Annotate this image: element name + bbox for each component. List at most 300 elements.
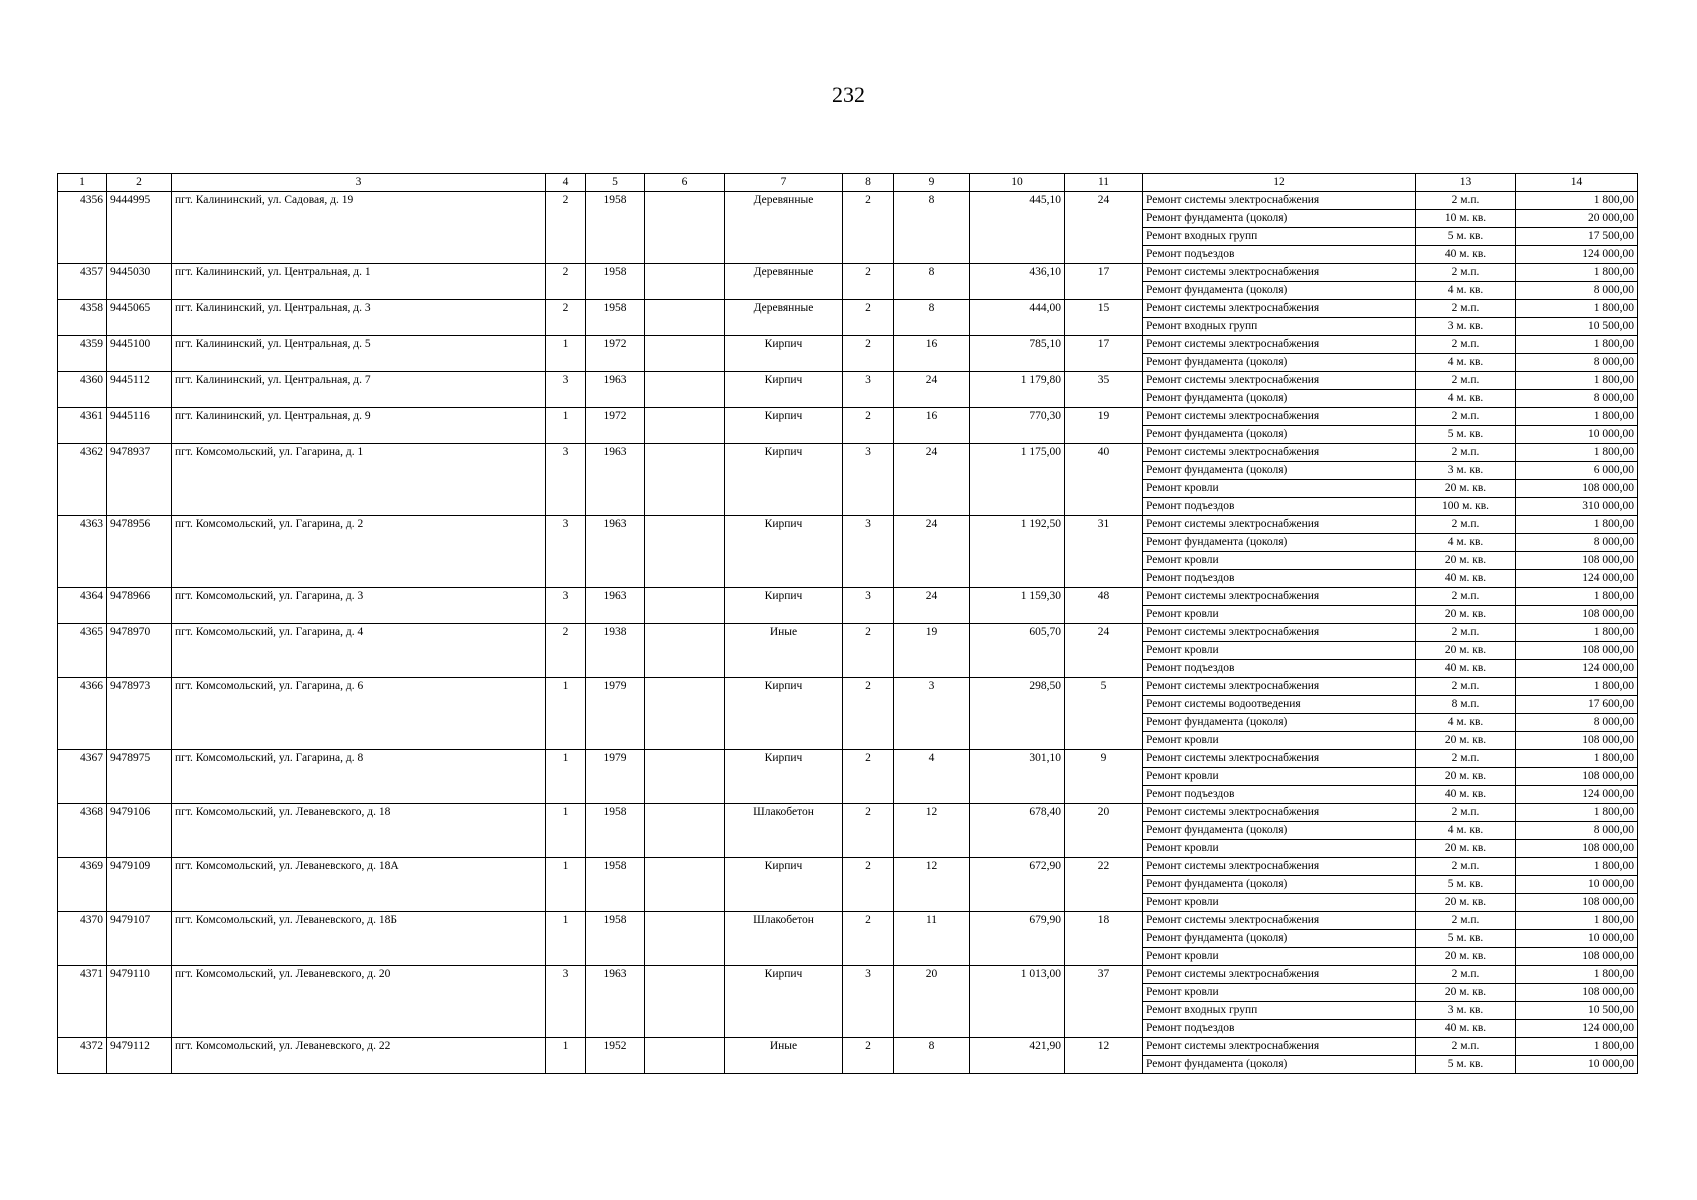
col-9-value: 19 xyxy=(894,624,970,678)
col-8-value: 3 xyxy=(843,588,894,624)
work-volume: 2 м.п. xyxy=(1416,858,1516,876)
work-type: Ремонт фундамента (цоколя) xyxy=(1143,1056,1416,1074)
work-type: Ремонт системы электроснабжения xyxy=(1143,678,1416,696)
record-number: 4364 xyxy=(58,588,107,624)
col-4-value: 2 xyxy=(546,264,586,300)
work-volume: 2 м.п. xyxy=(1416,408,1516,426)
work-cost: 1 800,00 xyxy=(1516,444,1638,462)
work-type: Ремонт подъездов xyxy=(1143,498,1416,516)
build-year: 1963 xyxy=(586,444,645,516)
table-row xyxy=(58,516,1638,534)
house-address: пгт. Калининский, ул. Центральная, д. 9 xyxy=(172,408,546,444)
column-header-8: 8 xyxy=(843,174,894,192)
work-volume: 2 м.п. xyxy=(1416,264,1516,282)
work-volume: 2 м.п. xyxy=(1416,966,1516,984)
work-type: Ремонт кровли xyxy=(1143,480,1416,498)
work-type: Ремонт кровли xyxy=(1143,732,1416,750)
work-volume: 2 м.п. xyxy=(1416,678,1516,696)
work-volume: 3 м. кв. xyxy=(1416,462,1516,480)
work-cost: 10 500,00 xyxy=(1516,1002,1638,1020)
house-code: 9445065 xyxy=(107,300,172,336)
record-number: 4360 xyxy=(58,372,107,408)
work-type: Ремонт фундамента (цоколя) xyxy=(1143,390,1416,408)
work-type: Ремонт системы электроснабжения xyxy=(1143,912,1416,930)
wall-material: Иные xyxy=(725,624,843,678)
table-body xyxy=(58,192,1638,1074)
col-4-value: 1 xyxy=(546,912,586,966)
work-cost: 108 000,00 xyxy=(1516,480,1638,498)
work-volume: 4 м. кв. xyxy=(1416,282,1516,300)
house-address: пгт. Комсомольский, ул. Леваневского, д. 18А xyxy=(172,858,546,912)
col-11-value: 17 xyxy=(1065,336,1143,372)
col-6-value xyxy=(645,336,725,372)
table-row xyxy=(58,372,1638,390)
work-cost: 8 000,00 xyxy=(1516,714,1638,732)
work-volume: 2 м.п. xyxy=(1416,444,1516,462)
column-header-13: 13 xyxy=(1416,174,1516,192)
work-volume: 40 м. кв. xyxy=(1416,1020,1516,1038)
house-code: 9479107 xyxy=(107,912,172,966)
table-row xyxy=(58,678,1638,696)
col-4-value: 3 xyxy=(546,372,586,408)
col-4-value: 2 xyxy=(546,192,586,264)
table-header xyxy=(58,174,1638,192)
record-number: 4362 xyxy=(58,444,107,516)
work-cost: 6 000,00 xyxy=(1516,462,1638,480)
column-header-2: 2 xyxy=(107,174,172,192)
col-4-value: 1 xyxy=(546,1038,586,1074)
wall-material: Деревянные xyxy=(725,264,843,300)
work-volume: 5 м. кв. xyxy=(1416,228,1516,246)
column-number-row xyxy=(58,174,1638,192)
house-address: пгт. Комсомольский, ул. Гагарина, д. 4 xyxy=(172,624,546,678)
work-cost: 17 500,00 xyxy=(1516,228,1638,246)
work-cost: 1 800,00 xyxy=(1516,516,1638,534)
work-cost: 108 000,00 xyxy=(1516,642,1638,660)
work-cost: 108 000,00 xyxy=(1516,984,1638,1002)
house-address: пгт. Калининский, ул. Центральная, д. 3 xyxy=(172,300,546,336)
build-year: 1972 xyxy=(586,408,645,444)
work-cost: 8 000,00 xyxy=(1516,282,1638,300)
col-8-value: 2 xyxy=(843,1038,894,1074)
house-area: 444,00 xyxy=(970,300,1065,336)
work-type: Ремонт системы электроснабжения xyxy=(1143,408,1416,426)
work-volume: 4 м. кв. xyxy=(1416,714,1516,732)
work-type: Ремонт системы электроснабжения xyxy=(1143,336,1416,354)
col-6-value xyxy=(645,1038,725,1074)
work-volume: 20 м. кв. xyxy=(1416,768,1516,786)
house-code: 9479110 xyxy=(107,966,172,1038)
col-6-value xyxy=(645,966,725,1038)
work-cost: 1 800,00 xyxy=(1516,966,1638,984)
work-volume: 20 м. кв. xyxy=(1416,480,1516,498)
col-8-value: 2 xyxy=(843,624,894,678)
column-header-4: 4 xyxy=(546,174,586,192)
work-volume: 20 м. кв. xyxy=(1416,984,1516,1002)
work-cost: 108 000,00 xyxy=(1516,552,1638,570)
col-8-value: 2 xyxy=(843,336,894,372)
work-cost: 108 000,00 xyxy=(1516,768,1638,786)
table-row xyxy=(58,300,1638,318)
col-8-value: 3 xyxy=(843,372,894,408)
work-volume: 10 м. кв. xyxy=(1416,210,1516,228)
col-4-value: 3 xyxy=(546,444,586,516)
table-row xyxy=(58,804,1638,822)
house-code: 9478956 xyxy=(107,516,172,588)
house-address: пгт. Комсомольский, ул. Гагарина, д. 1 xyxy=(172,444,546,516)
col-6-value xyxy=(645,300,725,336)
col-11-value: 17 xyxy=(1065,264,1143,300)
column-header-11: 11 xyxy=(1065,174,1143,192)
column-header-14: 14 xyxy=(1516,174,1638,192)
col-6-value xyxy=(645,516,725,588)
work-cost: 1 800,00 xyxy=(1516,300,1638,318)
table-row xyxy=(58,1038,1638,1056)
col-8-value: 2 xyxy=(843,750,894,804)
house-area: 1 179,80 xyxy=(970,372,1065,408)
house-area: 672,90 xyxy=(970,858,1065,912)
work-type: Ремонт подъездов xyxy=(1143,786,1416,804)
work-type: Ремонт системы электроснабжения xyxy=(1143,858,1416,876)
col-11-value: 35 xyxy=(1065,372,1143,408)
work-type: Ремонт системы электроснабжения xyxy=(1143,300,1416,318)
wall-material: Кирпич xyxy=(725,966,843,1038)
house-area: 301,10 xyxy=(970,750,1065,804)
work-cost: 1 800,00 xyxy=(1516,624,1638,642)
col-11-value: 5 xyxy=(1065,678,1143,750)
col-11-value: 31 xyxy=(1065,516,1143,588)
work-volume: 2 м.п. xyxy=(1416,588,1516,606)
wall-material: Кирпич xyxy=(725,516,843,588)
house-code: 9479106 xyxy=(107,804,172,858)
col-6-value xyxy=(645,804,725,858)
work-type: Ремонт фундамента (цоколя) xyxy=(1143,282,1416,300)
wall-material: Кирпич xyxy=(725,372,843,408)
col-4-value: 1 xyxy=(546,678,586,750)
record-number: 4367 xyxy=(58,750,107,804)
build-year: 1938 xyxy=(586,624,645,678)
work-volume: 40 м. кв. xyxy=(1416,660,1516,678)
work-cost: 1 800,00 xyxy=(1516,588,1638,606)
table-row xyxy=(58,966,1638,984)
work-cost: 124 000,00 xyxy=(1516,786,1638,804)
column-header-10: 10 xyxy=(970,174,1065,192)
house-address: пгт. Комсомольский, ул. Гагарина, д. 8 xyxy=(172,750,546,804)
work-cost: 1 800,00 xyxy=(1516,192,1638,210)
col-9-value: 24 xyxy=(894,372,970,408)
house-area: 436,10 xyxy=(970,264,1065,300)
work-volume: 8 м.п. xyxy=(1416,696,1516,714)
work-volume: 2 м.п. xyxy=(1416,516,1516,534)
col-6-value xyxy=(645,858,725,912)
work-type: Ремонт системы электроснабжения xyxy=(1143,372,1416,390)
wall-material: Деревянные xyxy=(725,300,843,336)
work-type: Ремонт кровли xyxy=(1143,768,1416,786)
work-cost: 1 800,00 xyxy=(1516,678,1638,696)
col-11-value: 22 xyxy=(1065,858,1143,912)
col-6-value xyxy=(645,444,725,516)
work-type: Ремонт фундамента (цоколя) xyxy=(1143,426,1416,444)
col-8-value: 2 xyxy=(843,264,894,300)
work-type: Ремонт кровли xyxy=(1143,894,1416,912)
column-header-5: 5 xyxy=(586,174,645,192)
record-number: 4359 xyxy=(58,336,107,372)
work-cost: 108 000,00 xyxy=(1516,732,1638,750)
work-volume: 4 м. кв. xyxy=(1416,354,1516,372)
work-volume: 40 м. кв. xyxy=(1416,570,1516,588)
col-8-value: 2 xyxy=(843,192,894,264)
house-address: пгт. Комсомольский, ул. Гагарина, д. 3 xyxy=(172,588,546,624)
work-cost: 8 000,00 xyxy=(1516,534,1638,552)
house-area: 679,90 xyxy=(970,912,1065,966)
work-volume: 5 м. кв. xyxy=(1416,876,1516,894)
work-volume: 2 м.п. xyxy=(1416,192,1516,210)
work-volume: 4 м. кв. xyxy=(1416,822,1516,840)
house-area: 421,90 xyxy=(970,1038,1065,1074)
wall-material: Кирпич xyxy=(725,444,843,516)
work-cost: 124 000,00 xyxy=(1516,1020,1638,1038)
col-11-value: 48 xyxy=(1065,588,1143,624)
work-type: Ремонт системы электроснабжения xyxy=(1143,588,1416,606)
work-type: Ремонт системы электроснабжения xyxy=(1143,1038,1416,1056)
work-cost: 124 000,00 xyxy=(1516,660,1638,678)
build-year: 1958 xyxy=(586,912,645,966)
wall-material: Кирпич xyxy=(725,750,843,804)
house-code: 9478975 xyxy=(107,750,172,804)
house-code: 9444995 xyxy=(107,192,172,264)
house-code: 9478966 xyxy=(107,588,172,624)
work-cost: 20 000,00 xyxy=(1516,210,1638,228)
work-cost: 10 000,00 xyxy=(1516,426,1638,444)
work-type: Ремонт подъездов xyxy=(1143,570,1416,588)
col-4-value: 1 xyxy=(546,336,586,372)
house-code: 9479109 xyxy=(107,858,172,912)
col-9-value: 11 xyxy=(894,912,970,966)
work-cost: 108 000,00 xyxy=(1516,840,1638,858)
col-9-value: 8 xyxy=(894,300,970,336)
col-6-value xyxy=(645,912,725,966)
col-9-value: 12 xyxy=(894,804,970,858)
work-type: Ремонт входных групп xyxy=(1143,1002,1416,1020)
house-address: пгт. Калининский, ул. Центральная, д. 5 xyxy=(172,336,546,372)
col-11-value: 12 xyxy=(1065,1038,1143,1074)
col-11-value: 18 xyxy=(1065,912,1143,966)
record-number: 4365 xyxy=(58,624,107,678)
col-9-value: 8 xyxy=(894,264,970,300)
col-6-value xyxy=(645,192,725,264)
wall-material: Кирпич xyxy=(725,588,843,624)
table-row xyxy=(58,264,1638,282)
work-volume: 2 м.п. xyxy=(1416,1038,1516,1056)
work-volume: 20 м. кв. xyxy=(1416,840,1516,858)
house-area: 605,70 xyxy=(970,624,1065,678)
work-type: Ремонт системы электроснабжения xyxy=(1143,444,1416,462)
col-4-value: 1 xyxy=(546,750,586,804)
work-volume: 2 м.п. xyxy=(1416,750,1516,768)
table-row xyxy=(58,624,1638,642)
work-type: Ремонт кровли xyxy=(1143,606,1416,624)
house-area: 1 175,00 xyxy=(970,444,1065,516)
work-cost: 10 000,00 xyxy=(1516,1056,1638,1074)
work-cost: 124 000,00 xyxy=(1516,246,1638,264)
record-number: 4372 xyxy=(58,1038,107,1074)
work-volume: 20 м. кв. xyxy=(1416,606,1516,624)
build-year: 1979 xyxy=(586,678,645,750)
col-9-value: 3 xyxy=(894,678,970,750)
house-code: 9479112 xyxy=(107,1038,172,1074)
col-9-value: 8 xyxy=(894,192,970,264)
work-cost: 10 000,00 xyxy=(1516,930,1638,948)
build-year: 1958 xyxy=(586,804,645,858)
build-year: 1952 xyxy=(586,1038,645,1074)
record-number: 4361 xyxy=(58,408,107,444)
work-volume: 2 м.п. xyxy=(1416,336,1516,354)
col-8-value: 2 xyxy=(843,912,894,966)
wall-material: Кирпич xyxy=(725,336,843,372)
col-11-value: 40 xyxy=(1065,444,1143,516)
col-11-value: 19 xyxy=(1065,408,1143,444)
wall-material: Кирпич xyxy=(725,858,843,912)
page-number: 232 xyxy=(832,82,865,107)
work-type: Ремонт системы водоотведения xyxy=(1143,696,1416,714)
col-4-value: 1 xyxy=(546,858,586,912)
record-number: 4357 xyxy=(58,264,107,300)
record-number: 4369 xyxy=(58,858,107,912)
table-row xyxy=(58,336,1638,354)
house-address: пгт. Комсомольский, ул. Гагарина, д. 6 xyxy=(172,678,546,750)
build-year: 1958 xyxy=(586,264,645,300)
table-row xyxy=(58,858,1638,876)
work-volume: 2 м.п. xyxy=(1416,300,1516,318)
work-type: Ремонт системы электроснабжения xyxy=(1143,264,1416,282)
col-9-value: 24 xyxy=(894,588,970,624)
col-6-value xyxy=(645,624,725,678)
work-type: Ремонт фундамента (цоколя) xyxy=(1143,822,1416,840)
column-header-12: 12 xyxy=(1143,174,1416,192)
col-4-value: 2 xyxy=(546,624,586,678)
work-cost: 10 000,00 xyxy=(1516,876,1638,894)
record-number: 4358 xyxy=(58,300,107,336)
wall-material: Шлакобетон xyxy=(725,912,843,966)
build-year: 1979 xyxy=(586,750,645,804)
work-type: Ремонт фундамента (цоколя) xyxy=(1143,534,1416,552)
work-volume: 5 м. кв. xyxy=(1416,1056,1516,1074)
wall-material: Деревянные xyxy=(725,192,843,264)
col-11-value: 24 xyxy=(1065,192,1143,264)
work-type: Ремонт фундамента (цоколя) xyxy=(1143,210,1416,228)
col-4-value: 3 xyxy=(546,516,586,588)
record-number: 4356 xyxy=(58,192,107,264)
work-volume: 2 м.п. xyxy=(1416,372,1516,390)
work-cost: 10 500,00 xyxy=(1516,318,1638,336)
column-header-1: 1 xyxy=(58,174,107,192)
col-8-value: 2 xyxy=(843,300,894,336)
wall-material: Кирпич xyxy=(725,678,843,750)
house-code: 9445030 xyxy=(107,264,172,300)
build-year: 1958 xyxy=(586,300,645,336)
work-volume: 20 м. кв. xyxy=(1416,642,1516,660)
work-volume: 40 м. кв. xyxy=(1416,786,1516,804)
work-volume: 40 м. кв. xyxy=(1416,246,1516,264)
work-cost: 1 800,00 xyxy=(1516,372,1638,390)
work-volume: 4 м. кв. xyxy=(1416,390,1516,408)
work-type: Ремонт подъездов xyxy=(1143,246,1416,264)
col-4-value: 1 xyxy=(546,408,586,444)
work-type: Ремонт системы электроснабжения xyxy=(1143,516,1416,534)
work-cost: 108 000,00 xyxy=(1516,606,1638,624)
build-year: 1972 xyxy=(586,336,645,372)
col-6-value xyxy=(645,372,725,408)
work-cost: 1 800,00 xyxy=(1516,336,1638,354)
house-code: 9445100 xyxy=(107,336,172,372)
wall-material: Кирпич xyxy=(725,408,843,444)
house-address: пгт. Комсомольский, ул. Леваневского, д. 18Б xyxy=(172,912,546,966)
record-number: 4370 xyxy=(58,912,107,966)
col-9-value: 12 xyxy=(894,858,970,912)
house-address: пгт. Комсомольский, ул. Леваневского, д. 22 xyxy=(172,1038,546,1074)
house-code: 9478937 xyxy=(107,444,172,516)
house-area: 298,50 xyxy=(970,678,1065,750)
house-address: пгт. Калининский, ул. Центральная, д. 7 xyxy=(172,372,546,408)
table-row xyxy=(58,192,1638,210)
house-address: пгт. Комсомольский, ул. Гагарина, д. 2 xyxy=(172,516,546,588)
col-9-value: 4 xyxy=(894,750,970,804)
col-9-value: 24 xyxy=(894,444,970,516)
work-volume: 4 м. кв. xyxy=(1416,534,1516,552)
table-row xyxy=(58,408,1638,426)
work-type: Ремонт кровли xyxy=(1143,840,1416,858)
work-type: Ремонт фундамента (цоколя) xyxy=(1143,876,1416,894)
work-cost: 1 800,00 xyxy=(1516,804,1638,822)
work-volume: 20 м. кв. xyxy=(1416,732,1516,750)
column-header-7: 7 xyxy=(725,174,843,192)
work-type: Ремонт входных групп xyxy=(1143,228,1416,246)
work-type: Ремонт подъездов xyxy=(1143,1020,1416,1038)
col-8-value: 3 xyxy=(843,444,894,516)
column-header-9: 9 xyxy=(894,174,970,192)
work-type: Ремонт фундамента (цоколя) xyxy=(1143,930,1416,948)
house-area: 1 013,00 xyxy=(970,966,1065,1038)
house-area: 770,30 xyxy=(970,408,1065,444)
work-cost: 1 800,00 xyxy=(1516,264,1638,282)
col-4-value: 1 xyxy=(546,804,586,858)
work-cost: 1 800,00 xyxy=(1516,858,1638,876)
house-area: 1 159,30 xyxy=(970,588,1065,624)
table-row xyxy=(58,444,1638,462)
col-8-value: 2 xyxy=(843,804,894,858)
col-11-value: 15 xyxy=(1065,300,1143,336)
work-type: Ремонт входных групп xyxy=(1143,318,1416,336)
work-volume: 2 м.п. xyxy=(1416,912,1516,930)
work-cost: 17 600,00 xyxy=(1516,696,1638,714)
work-type: Ремонт системы электроснабжения xyxy=(1143,624,1416,642)
work-cost: 124 000,00 xyxy=(1516,570,1638,588)
col-9-value: 24 xyxy=(894,516,970,588)
work-type: Ремонт системы электроснабжения xyxy=(1143,966,1416,984)
col-11-value: 9 xyxy=(1065,750,1143,804)
table-row xyxy=(58,750,1638,768)
work-volume: 2 м.п. xyxy=(1416,804,1516,822)
col-8-value: 3 xyxy=(843,516,894,588)
col-4-value: 3 xyxy=(546,588,586,624)
work-volume: 20 м. кв. xyxy=(1416,894,1516,912)
work-cost: 8 000,00 xyxy=(1516,354,1638,372)
work-type: Ремонт кровли xyxy=(1143,948,1416,966)
work-type: Ремонт кровли xyxy=(1143,984,1416,1002)
work-cost: 1 800,00 xyxy=(1516,750,1638,768)
work-cost: 8 000,00 xyxy=(1516,390,1638,408)
house-address: пгт. Комсомольский, ул. Леваневского, д. 20 xyxy=(172,966,546,1038)
